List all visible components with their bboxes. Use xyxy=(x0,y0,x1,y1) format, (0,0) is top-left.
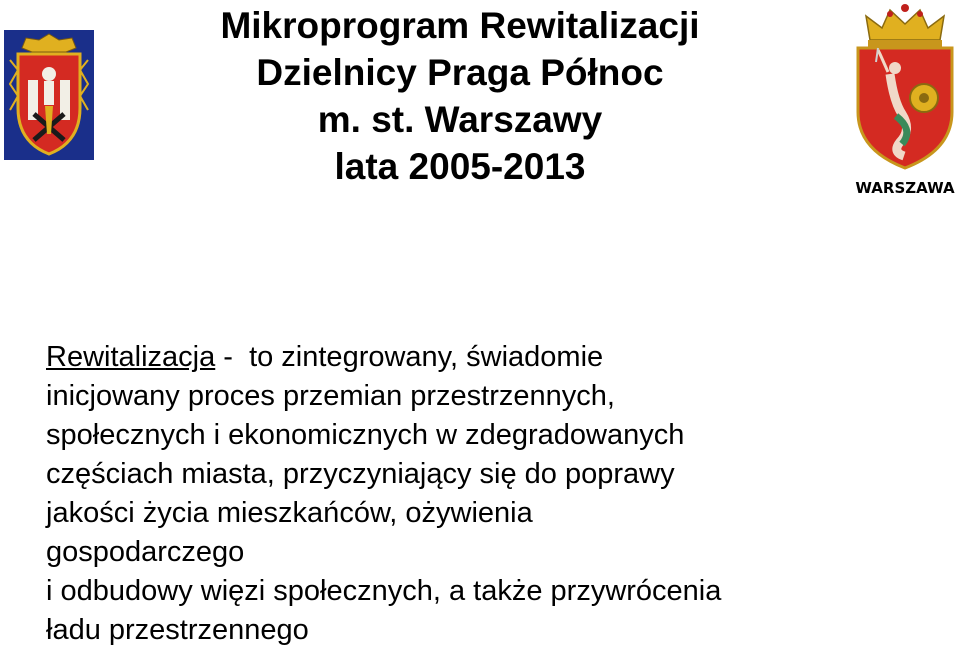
title-line-4: lata 2005-2013 xyxy=(334,146,586,187)
definition-line-3: społecznych i ekonomicznych w zdegradowanych xyxy=(46,419,685,451)
definition-paragraph xyxy=(46,338,946,650)
definition-line-4: częściach miasta, przyczyniający się do poprawy xyxy=(46,458,675,490)
definition-line-6: gospodarczego xyxy=(46,536,245,568)
warsaw-caption: WARSZAWA xyxy=(855,179,955,197)
praga-crest-icon xyxy=(4,30,94,160)
definition-line-1 xyxy=(46,338,946,377)
warsaw-coat-of-arms xyxy=(852,2,958,197)
praga-coat-of-arms xyxy=(4,30,94,160)
definition-line-7: i odbudowy więzi społecznych, a także przywrócenia xyxy=(46,575,722,607)
title-line-1: Mikroprogram Rewitalizacji xyxy=(220,5,700,46)
page-title xyxy=(150,2,770,190)
title-line-2: Dzielnicy Praga Północ xyxy=(256,52,664,93)
definition-line-5: jakości życia mieszkańców, ożywienia xyxy=(46,497,533,529)
definition-line-2: inicjowany proces przemian przestrzennych, xyxy=(46,380,615,412)
title-line-3: m. st. Warszawy xyxy=(317,99,603,140)
warsaw-crest-icon xyxy=(852,2,958,172)
definition-term: Rewitalizacja xyxy=(46,341,216,373)
definition-line-8: ładu przestrzennego xyxy=(46,614,309,646)
definition-first-line-rest: - to zintegrowany, świadomie xyxy=(215,341,604,373)
